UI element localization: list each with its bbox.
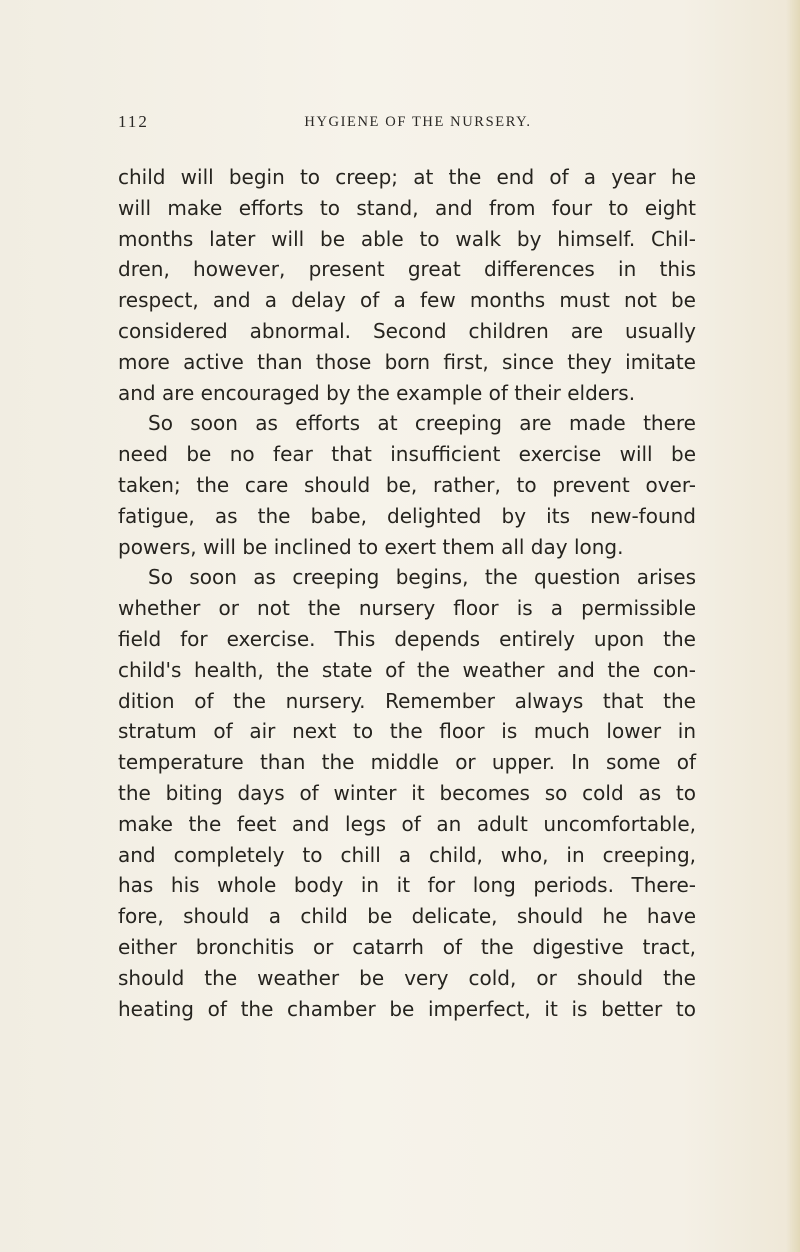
paragraph-start-line: So soon as efforts at creeping are made there (148, 411, 696, 436)
text-line: heating of the chamber be imperfect, it is better to (118, 996, 696, 1021)
text-line: months later will be able to walk by himself. Chil- (118, 226, 696, 251)
running-header (118, 112, 718, 134)
text-line: temperature than the middle or upper. In some of (118, 750, 696, 775)
text-line: stratum of air next to the floor is much lower in (118, 719, 696, 744)
text-line: more active than those born first, since they imitate (118, 349, 696, 374)
text-line: either bronchitis or catarrh of the digestive tract, (118, 934, 696, 959)
page-edge-shadow (786, 0, 800, 1252)
text-line: should the weather be very cold, or should the (118, 965, 696, 990)
text-line: field for exercise. This depends entirely upon the (118, 626, 696, 651)
paragraph-start-line: So soon as creeping begins, the question arises (148, 565, 696, 590)
text-line: make the feet and legs of an adult uncomfortable, (118, 811, 696, 836)
text-line: child will begin to creep; at the end of a year he (118, 165, 696, 189)
text-line: need be no fear that insufficient exercise will be (118, 442, 696, 467)
text-line: considered abnormal. Second children are usually (118, 318, 696, 343)
text-line: respect, and a delay of a few months must not be (118, 288, 696, 313)
running-title: HYGIENE OF THE NURSERY. (304, 114, 532, 130)
text-line: fore, should a child be delicate, should he have (118, 904, 696, 929)
text-line: the biting days of winter it becomes so cold as to (118, 780, 696, 805)
text-line: and are encouraged by the example of their elders. (118, 380, 636, 405)
body-text (118, 162, 696, 1024)
text-line: has his whole body in it for long periods. There- (118, 873, 696, 898)
text-line: powers, will be inclined to exert them all day long. (118, 534, 624, 559)
text-line: child's health, the state of the weather and the con- (118, 657, 696, 682)
text-line: fatigue, as the babe, delighted by its new-found (118, 503, 696, 528)
text-line: will make efforts to stand, and from four to eight (118, 195, 696, 220)
page-number: 112 (118, 112, 149, 131)
text-line: whether or not the nursery floor is a permissible (118, 596, 696, 621)
text-line: dren, however, present great differences in this (118, 257, 696, 282)
text-line: and completely to chill a child, who, in creeping, (118, 842, 696, 867)
text-line: dition of the nursery. Remember always that the (118, 688, 696, 713)
text-line: taken; the care should be, rather, to prevent over- (118, 472, 696, 497)
